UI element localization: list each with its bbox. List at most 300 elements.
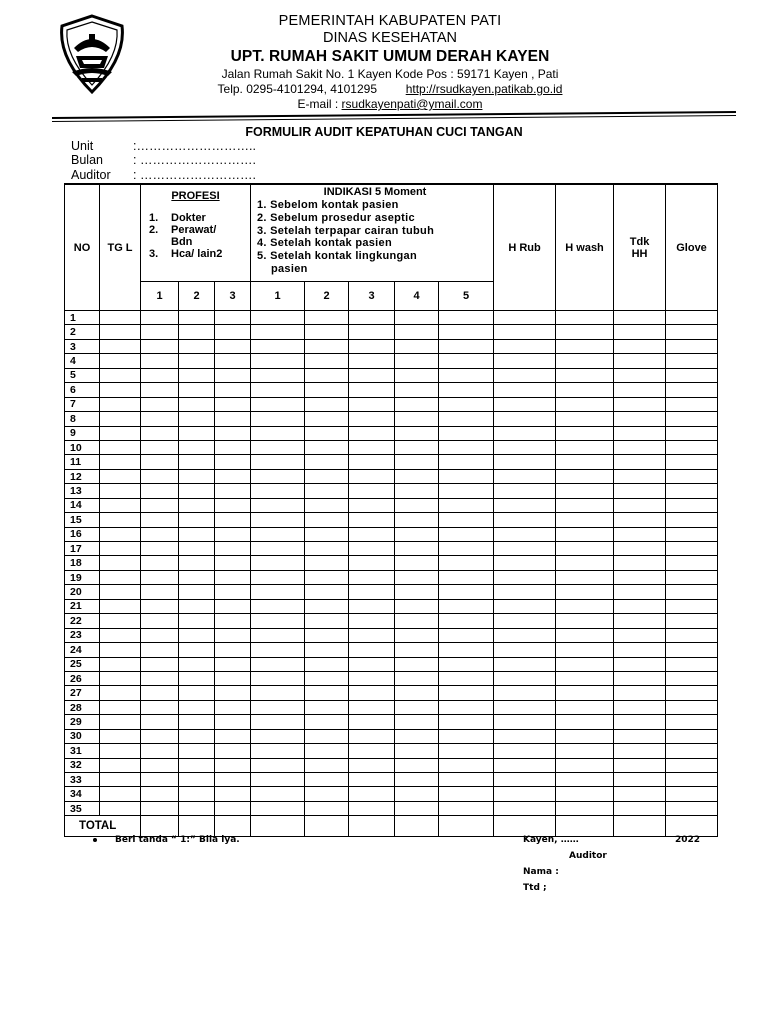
table-cell[interactable] — [494, 686, 556, 700]
table-cell[interactable] — [305, 440, 349, 454]
table-cell[interactable] — [349, 700, 395, 714]
table-cell[interactable] — [141, 744, 179, 758]
table-cell[interactable] — [614, 440, 666, 454]
table-cell[interactable] — [494, 773, 556, 787]
table-cell[interactable] — [395, 498, 439, 512]
table-cell[interactable] — [305, 657, 349, 671]
table-cell[interactable] — [179, 700, 215, 714]
table-cell[interactable] — [215, 729, 251, 743]
table-cell[interactable] — [556, 570, 614, 584]
table-cell[interactable] — [349, 570, 395, 584]
table-cell[interactable] — [666, 469, 718, 483]
table-cell[interactable] — [179, 527, 215, 541]
table-cell[interactable] — [141, 715, 179, 729]
table-cell[interactable] — [251, 801, 305, 815]
table-cell[interactable] — [614, 469, 666, 483]
table-cell[interactable] — [349, 729, 395, 743]
table-cell[interactable] — [614, 368, 666, 382]
table-cell[interactable] — [614, 686, 666, 700]
table-cell[interactable] — [666, 311, 718, 325]
table-cell[interactable] — [215, 614, 251, 628]
table-cell[interactable] — [305, 412, 349, 426]
table-cell[interactable] — [251, 787, 305, 801]
table-cell[interactable] — [349, 513, 395, 527]
table-cell[interactable] — [395, 657, 439, 671]
table-cell[interactable] — [215, 339, 251, 353]
table-cell[interactable] — [666, 325, 718, 339]
table-cell[interactable] — [251, 570, 305, 584]
table-cell[interactable] — [614, 484, 666, 498]
table-cell[interactable] — [666, 542, 718, 556]
table-cell[interactable] — [439, 556, 494, 570]
table-cell[interactable] — [141, 657, 179, 671]
table-cell[interactable] — [215, 354, 251, 368]
table-cell[interactable] — [100, 671, 141, 685]
table-cell[interactable] — [556, 599, 614, 613]
table-cell[interactable] — [349, 758, 395, 772]
table-cell[interactable] — [395, 412, 439, 426]
table-cell[interactable] — [395, 513, 439, 527]
table-cell[interactable] — [349, 354, 395, 368]
table-cell[interactable] — [556, 498, 614, 512]
table-cell[interactable] — [614, 455, 666, 469]
table-cell[interactable] — [614, 527, 666, 541]
table-cell[interactable] — [141, 339, 179, 353]
table-cell[interactable] — [305, 715, 349, 729]
table-cell[interactable] — [494, 484, 556, 498]
table-cell[interactable] — [556, 729, 614, 743]
table-cell[interactable] — [614, 585, 666, 599]
table-cell[interactable] — [349, 311, 395, 325]
table-cell[interactable] — [666, 527, 718, 541]
table-cell[interactable] — [494, 801, 556, 815]
total-cell[interactable] — [494, 816, 556, 837]
table-cell[interactable] — [556, 671, 614, 685]
table-cell[interactable] — [305, 354, 349, 368]
table-cell[interactable] — [556, 455, 614, 469]
table-cell[interactable] — [556, 787, 614, 801]
table-cell[interactable] — [179, 513, 215, 527]
table-cell[interactable] — [439, 599, 494, 613]
table-cell[interactable] — [395, 599, 439, 613]
table-cell[interactable] — [179, 801, 215, 815]
table-cell[interactable] — [556, 354, 614, 368]
table-cell[interactable] — [215, 397, 251, 411]
table-cell[interactable] — [666, 801, 718, 815]
table-cell[interactable] — [614, 744, 666, 758]
table-cell[interactable] — [614, 700, 666, 714]
table-cell[interactable] — [141, 556, 179, 570]
table-cell[interactable] — [349, 527, 395, 541]
table-cell[interactable] — [215, 715, 251, 729]
header-website-link[interactable]: http://rsudkayen.patikab.go.id — [405, 82, 563, 96]
table-cell[interactable] — [251, 657, 305, 671]
table-cell[interactable] — [494, 787, 556, 801]
table-cell[interactable] — [349, 325, 395, 339]
table-cell[interactable] — [179, 469, 215, 483]
table-cell[interactable] — [439, 469, 494, 483]
table-cell[interactable] — [100, 773, 141, 787]
table-cell[interactable] — [349, 628, 395, 642]
table-cell[interactable] — [666, 744, 718, 758]
table-cell[interactable] — [100, 657, 141, 671]
table-cell[interactable] — [494, 570, 556, 584]
table-cell[interactable] — [215, 412, 251, 426]
table-cell[interactable] — [215, 484, 251, 498]
table-cell[interactable] — [439, 686, 494, 700]
table-cell[interactable] — [614, 729, 666, 743]
total-cell[interactable] — [251, 816, 305, 837]
table-cell[interactable] — [141, 484, 179, 498]
table-cell[interactable] — [100, 542, 141, 556]
table-cell[interactable] — [215, 585, 251, 599]
table-cell[interactable] — [305, 758, 349, 772]
table-cell[interactable] — [179, 498, 215, 512]
table-cell[interactable] — [305, 383, 349, 397]
table-cell[interactable] — [439, 426, 494, 440]
table-cell[interactable] — [395, 729, 439, 743]
table-cell[interactable] — [215, 628, 251, 642]
table-cell[interactable] — [215, 527, 251, 541]
table-cell[interactable] — [251, 311, 305, 325]
table-cell[interactable] — [395, 570, 439, 584]
table-cell[interactable] — [395, 773, 439, 787]
table-cell[interactable] — [305, 498, 349, 512]
table-cell[interactable] — [556, 469, 614, 483]
table-cell[interactable] — [100, 570, 141, 584]
table-cell[interactable] — [666, 686, 718, 700]
table-cell[interactable] — [100, 628, 141, 642]
table-cell[interactable] — [100, 383, 141, 397]
table-cell[interactable] — [179, 556, 215, 570]
total-cell[interactable] — [179, 816, 215, 837]
table-cell[interactable] — [349, 599, 395, 613]
table-cell[interactable] — [251, 542, 305, 556]
table-cell[interactable] — [666, 412, 718, 426]
table-cell[interactable] — [494, 744, 556, 758]
table-cell[interactable] — [349, 397, 395, 411]
table-cell[interactable] — [179, 599, 215, 613]
table-cell[interactable] — [556, 440, 614, 454]
table-cell[interactable] — [556, 773, 614, 787]
table-cell[interactable] — [556, 412, 614, 426]
table-cell[interactable] — [349, 556, 395, 570]
table-cell[interactable] — [556, 527, 614, 541]
table-cell[interactable] — [141, 729, 179, 743]
table-cell[interactable] — [100, 527, 141, 541]
table-cell[interactable] — [556, 585, 614, 599]
table-cell[interactable] — [305, 556, 349, 570]
table-cell[interactable] — [141, 383, 179, 397]
table-cell[interactable] — [494, 527, 556, 541]
table-cell[interactable] — [179, 787, 215, 801]
table-cell[interactable] — [439, 513, 494, 527]
table-cell[interactable] — [614, 354, 666, 368]
table-cell[interactable] — [215, 325, 251, 339]
table-cell[interactable] — [395, 671, 439, 685]
table-cell[interactable] — [439, 744, 494, 758]
table-cell[interactable] — [215, 542, 251, 556]
table-cell[interactable] — [439, 787, 494, 801]
table-cell[interactable] — [349, 368, 395, 382]
table-cell[interactable] — [494, 383, 556, 397]
table-cell[interactable] — [349, 383, 395, 397]
table-cell[interactable] — [251, 383, 305, 397]
table-cell[interactable] — [395, 758, 439, 772]
table-cell[interactable] — [305, 671, 349, 685]
table-cell[interactable] — [141, 455, 179, 469]
table-cell[interactable] — [179, 542, 215, 556]
table-cell[interactable] — [349, 498, 395, 512]
table-cell[interactable] — [614, 426, 666, 440]
table-cell[interactable] — [215, 671, 251, 685]
table-cell[interactable] — [395, 527, 439, 541]
total-cell[interactable] — [614, 816, 666, 837]
table-cell[interactable] — [494, 354, 556, 368]
table-cell[interactable] — [494, 426, 556, 440]
table-cell[interactable] — [100, 311, 141, 325]
table-cell[interactable] — [614, 339, 666, 353]
table-cell[interactable] — [395, 787, 439, 801]
table-cell[interactable] — [439, 729, 494, 743]
table-cell[interactable] — [179, 339, 215, 353]
table-cell[interactable] — [141, 787, 179, 801]
table-cell[interactable] — [141, 311, 179, 325]
table-cell[interactable] — [614, 758, 666, 772]
table-cell[interactable] — [251, 744, 305, 758]
table-cell[interactable] — [494, 758, 556, 772]
table-cell[interactable] — [100, 758, 141, 772]
table-cell[interactable] — [215, 643, 251, 657]
table-cell[interactable] — [100, 585, 141, 599]
table-cell[interactable] — [666, 570, 718, 584]
table-cell[interactable] — [305, 787, 349, 801]
total-cell[interactable] — [666, 816, 718, 837]
table-cell[interactable] — [141, 628, 179, 642]
table-cell[interactable] — [141, 643, 179, 657]
table-cell[interactable] — [251, 758, 305, 772]
table-cell[interactable] — [179, 715, 215, 729]
table-cell[interactable] — [494, 729, 556, 743]
table-cell[interactable] — [395, 744, 439, 758]
table-cell[interactable] — [215, 686, 251, 700]
table-cell[interactable] — [251, 715, 305, 729]
table-cell[interactable] — [179, 570, 215, 584]
table-cell[interactable] — [556, 556, 614, 570]
table-cell[interactable] — [141, 412, 179, 426]
table-cell[interactable] — [666, 628, 718, 642]
table-cell[interactable] — [439, 700, 494, 714]
table-cell[interactable] — [666, 455, 718, 469]
table-cell[interactable] — [100, 801, 141, 815]
table-cell[interactable] — [179, 484, 215, 498]
table-cell[interactable] — [666, 397, 718, 411]
table-cell[interactable] — [395, 556, 439, 570]
total-cell[interactable] — [439, 816, 494, 837]
table-cell[interactable] — [100, 455, 141, 469]
table-cell[interactable] — [556, 801, 614, 815]
table-cell[interactable] — [614, 715, 666, 729]
table-cell[interactable] — [215, 700, 251, 714]
table-cell[interactable] — [494, 339, 556, 353]
table-cell[interactable] — [395, 397, 439, 411]
table-cell[interactable] — [556, 628, 614, 642]
table-cell[interactable] — [556, 614, 614, 628]
table-cell[interactable] — [251, 773, 305, 787]
table-cell[interactable] — [179, 440, 215, 454]
table-cell[interactable] — [141, 397, 179, 411]
table-cell[interactable] — [494, 671, 556, 685]
table-cell[interactable] — [556, 383, 614, 397]
table-cell[interactable] — [100, 339, 141, 353]
table-cell[interactable] — [494, 628, 556, 642]
table-cell[interactable] — [141, 585, 179, 599]
table-cell[interactable] — [349, 715, 395, 729]
table-cell[interactable] — [141, 469, 179, 483]
table-cell[interactable] — [395, 325, 439, 339]
table-cell[interactable] — [305, 643, 349, 657]
table-cell[interactable] — [614, 614, 666, 628]
table-cell[interactable] — [305, 744, 349, 758]
table-cell[interactable] — [305, 570, 349, 584]
table-cell[interactable] — [395, 700, 439, 714]
table-cell[interactable] — [556, 758, 614, 772]
table-cell[interactable] — [666, 440, 718, 454]
table-cell[interactable] — [439, 585, 494, 599]
table-cell[interactable] — [215, 758, 251, 772]
table-cell[interactable] — [439, 368, 494, 382]
table-cell[interactable] — [100, 368, 141, 382]
table-cell[interactable] — [439, 397, 494, 411]
table-cell[interactable] — [395, 542, 439, 556]
table-cell[interactable] — [305, 628, 349, 642]
table-cell[interactable] — [494, 542, 556, 556]
table-cell[interactable] — [179, 412, 215, 426]
table-cell[interactable] — [305, 368, 349, 382]
table-cell[interactable] — [666, 383, 718, 397]
table-cell[interactable] — [556, 426, 614, 440]
table-cell[interactable] — [556, 686, 614, 700]
table-cell[interactable] — [395, 686, 439, 700]
table-cell[interactable] — [614, 325, 666, 339]
table-cell[interactable] — [439, 383, 494, 397]
table-cell[interactable] — [179, 686, 215, 700]
table-cell[interactable] — [494, 412, 556, 426]
table-cell[interactable] — [494, 368, 556, 382]
total-cell[interactable] — [215, 816, 251, 837]
table-cell[interactable] — [179, 758, 215, 772]
table-cell[interactable] — [215, 368, 251, 382]
table-cell[interactable] — [100, 643, 141, 657]
table-cell[interactable] — [666, 758, 718, 772]
table-cell[interactable] — [494, 397, 556, 411]
total-cell[interactable] — [349, 816, 395, 837]
table-cell[interactable] — [179, 657, 215, 671]
table-cell[interactable] — [556, 311, 614, 325]
table-cell[interactable] — [614, 628, 666, 642]
header-email-link[interactable]: rsudkayenpati@ymail.com — [341, 97, 483, 111]
table-cell[interactable] — [614, 412, 666, 426]
table-cell[interactable] — [439, 484, 494, 498]
table-cell[interactable] — [141, 686, 179, 700]
table-cell[interactable] — [251, 339, 305, 353]
table-cell[interactable] — [179, 354, 215, 368]
table-cell[interactable] — [439, 498, 494, 512]
table-cell[interactable] — [439, 643, 494, 657]
table-cell[interactable] — [251, 628, 305, 642]
table-cell[interactable] — [494, 311, 556, 325]
table-cell[interactable] — [305, 686, 349, 700]
table-cell[interactable] — [349, 801, 395, 815]
table-cell[interactable] — [395, 585, 439, 599]
table-cell[interactable] — [305, 542, 349, 556]
table-cell[interactable] — [349, 542, 395, 556]
total-cell[interactable] — [395, 816, 439, 837]
table-cell[interactable] — [395, 383, 439, 397]
table-cell[interactable] — [251, 455, 305, 469]
table-cell[interactable] — [100, 556, 141, 570]
table-cell[interactable] — [666, 729, 718, 743]
table-cell[interactable] — [215, 599, 251, 613]
table-cell[interactable] — [614, 570, 666, 584]
table-cell[interactable] — [349, 643, 395, 657]
table-cell[interactable] — [439, 671, 494, 685]
table-cell[interactable] — [494, 325, 556, 339]
table-cell[interactable] — [666, 787, 718, 801]
table-cell[interactable] — [395, 440, 439, 454]
total-cell[interactable] — [305, 816, 349, 837]
table-cell[interactable] — [349, 440, 395, 454]
table-cell[interactable] — [439, 773, 494, 787]
table-cell[interactable] — [349, 484, 395, 498]
table-cell[interactable] — [439, 628, 494, 642]
table-cell[interactable] — [215, 657, 251, 671]
table-cell[interactable] — [141, 527, 179, 541]
table-cell[interactable] — [179, 368, 215, 382]
table-cell[interactable] — [349, 412, 395, 426]
table-cell[interactable] — [141, 599, 179, 613]
table-cell[interactable] — [141, 426, 179, 440]
table-cell[interactable] — [395, 354, 439, 368]
table-cell[interactable] — [305, 585, 349, 599]
table-cell[interactable] — [305, 339, 349, 353]
table-cell[interactable] — [439, 542, 494, 556]
table-cell[interactable] — [179, 744, 215, 758]
table-cell[interactable] — [666, 556, 718, 570]
table-cell[interactable] — [251, 671, 305, 685]
table-cell[interactable] — [439, 801, 494, 815]
table-cell[interactable] — [439, 570, 494, 584]
table-cell[interactable] — [179, 311, 215, 325]
table-cell[interactable] — [251, 440, 305, 454]
table-cell[interactable] — [666, 614, 718, 628]
table-cell[interactable] — [614, 498, 666, 512]
table-cell[interactable] — [251, 484, 305, 498]
table-cell[interactable] — [614, 657, 666, 671]
table-cell[interactable] — [251, 729, 305, 743]
table-cell[interactable] — [666, 354, 718, 368]
table-cell[interactable] — [556, 339, 614, 353]
table-cell[interactable] — [251, 686, 305, 700]
table-cell[interactable] — [666, 426, 718, 440]
table-cell[interactable] — [251, 513, 305, 527]
table-cell[interactable] — [100, 354, 141, 368]
table-cell[interactable] — [141, 758, 179, 772]
table-cell[interactable] — [666, 585, 718, 599]
table-cell[interactable] — [395, 426, 439, 440]
table-cell[interactable] — [666, 643, 718, 657]
table-cell[interactable] — [141, 354, 179, 368]
